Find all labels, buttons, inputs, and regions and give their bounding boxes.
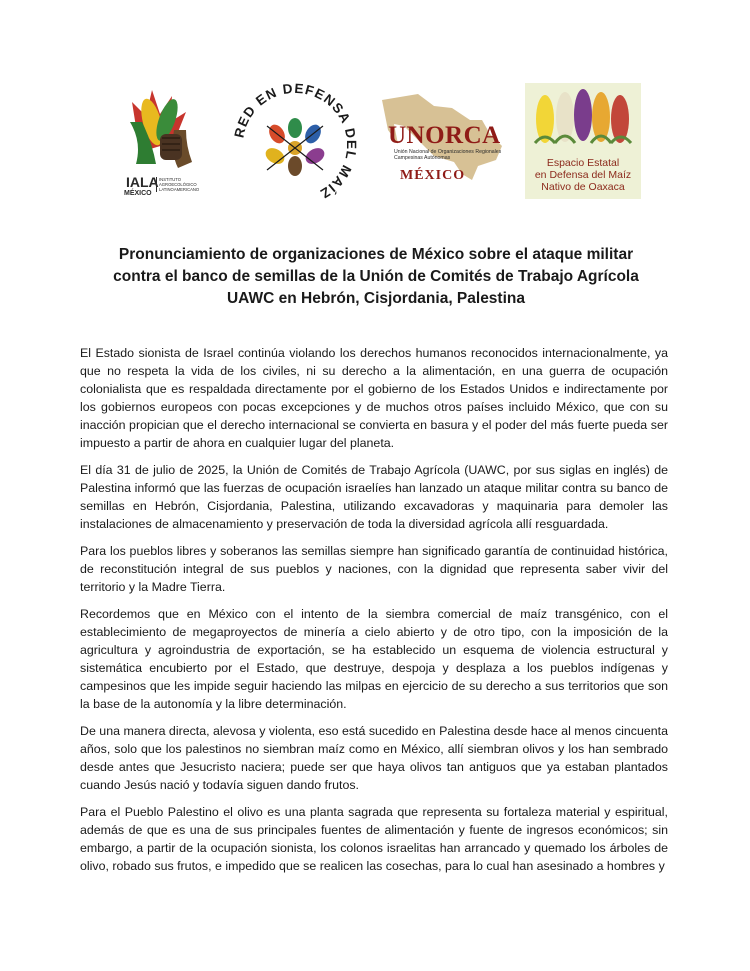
corn-cobs-icon [525,83,641,155]
unorca-country: MÉXICO [400,168,466,183]
iala-corn-fist-icon [112,82,212,174]
iala-name: IALA [126,174,159,190]
paragraph-5: De una manera directa, alevosa y violenta, eso está sucedido en Palestina desde hace al menos cincuenta años, solo que los palestinos no siembran maíz como en México, allí siembran olivos y los han sembrado desde antes que Jesucristo naciera; puede ser que haya olivos tan antiguos que ya estaban plantados cuando Jesús nació y todavía siguen dando frutos. [80,724,668,792]
paragraph-1: El Estado sionista de Israel continúa violando los derechos humanos reconocidos internacionalmente, ya que no respeta la vida de los civiles, ni su derecho a la alimentación, en una guerra de ocupación colonialista que es respaldada directamente por el gobierno de los Estados Unidos e indirectamente por los gobiernos europeos con pocas excepciones y de muchos otros países incluido México, que con su inacción propician que el derecho internacional se convierta en basura y el poder del más fuerte pueda ser impuesto a partir de ahora en cualquier lugar del planeta. [80,346,668,450]
logo-row [0,82,750,212]
espacio-line-1: Espacio Estatal [546,157,620,169]
unorca-name: UNORCA [388,122,501,149]
paragraph-4: Recordemos que en México con el intento de la siembra comercial de maíz transgénico, con el establecimiento de megaproyectos de minería a cielo abierto y de otro tipo, con la imposición de la agricultura y agroindustria de exportación, se ha establecido un esquema de violencia estructural y sistemática encubierto por el Estado, que destruye, despoja y desplaza a los pueblos indígenas y campesinos que les impide seguir haciendo las milpas en ejercicio de su derecho a sus territorios que son la base de la autonomía y la libre determinación. [80,607,668,711]
red-defensa-maiz-seal-icon [232,82,358,208]
document-body [80,344,668,884]
espacio-line-2: en Defensa del Maíz [534,169,632,181]
unorca-logo [378,86,510,198]
red-defensa-maiz-logo [232,82,358,208]
espacio-estatal-logo [525,83,641,199]
paragraph-2: El día 31 de julio de 2025, la Unión de Comités de Trabajo Agrícola (UAWC, por sus siglas en inglés) de Palestina informó que las fuerzas de ocupación israelíes han lanzado un ataque militar contra su banco de semillas en Hebrón, Cisjordania, Palestina, utilizando excavadoras y maquinaria para demoler las instalaciones de almacenamiento y preservación de toda la diversidad agrícola allí resguardada. [80,463,668,531]
espacio-line-3: Nativo de Oaxaca [541,181,625,193]
iala-country: MÉXICO [124,190,152,197]
red-ring-text: RED EN DEFENSA DEL MAÍZ [232,82,358,202]
iala-subtitle: INSTITUTO AGROECOLÓGICO LATINOAMERICANO [156,177,219,192]
unorca-subtitle: Unión Nacional de Organizaciones Regionales Campesinas Autónomas [394,149,502,161]
espacio-text [525,157,641,193]
iala-logo [112,82,212,207]
paragraph-3: Para los pueblos libres y soberanos las semillas siempre han significado garantía de continuidad histórica, de reconstitución integral de sus pueblos y naciones, con la dignidad que representa saber vivir del territorio y la Madre Tierra. [80,544,668,594]
paragraph-6: Para el Pueblo Palestino el olivo es una planta sagrada que representa su fortaleza material y espiritual, además de que es una de sus principales fuentes de alimentación y fuente de ingresos económicos; sin embargo, a partir de la ocupación sionista, los colonos israelitas han arrancado y quemado los árboles de olivo, robado sus frutos, e impedido que se realicen las cosechas, para lo cual han asesinado a hombres y [80,805,668,873]
document-title: Pronunciamiento de organizaciones de México sobre el ataque militar contra el banco de semillas de la Unión de Comités de Trabajo Agrícola UAWC en Hebrón, Cisjordania, Palestina [113,246,639,307]
